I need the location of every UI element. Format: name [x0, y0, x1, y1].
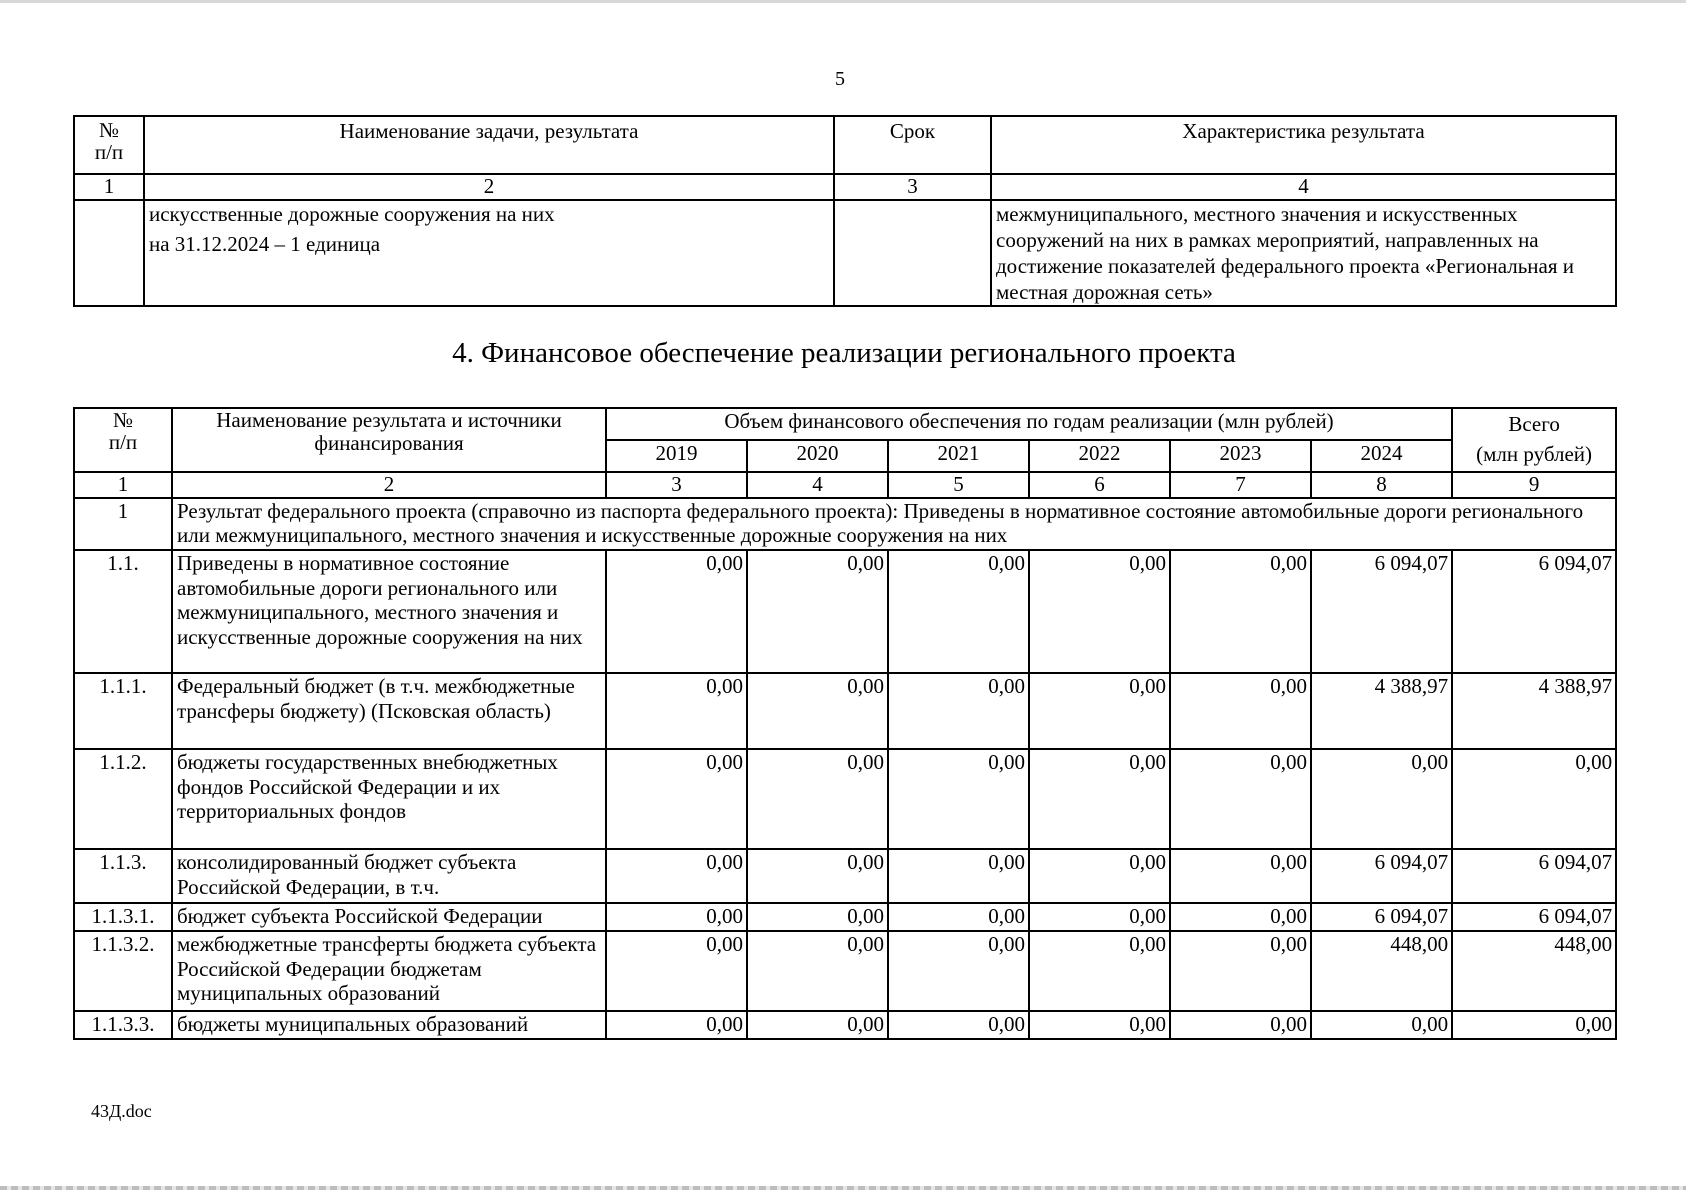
section-title: 4. Финансовое обеспечение реализации регионального проекта	[452, 337, 1236, 369]
row-value: 0,00	[747, 849, 888, 903]
row-value: 0,00	[888, 749, 1029, 849]
year-2023: 2023	[1170, 440, 1311, 472]
year-2020: 2020	[747, 440, 888, 472]
scan-edge-bottom	[0, 1186, 1686, 1190]
col-number: 2	[172, 472, 606, 498]
row-value: 6 094,07	[1311, 903, 1452, 931]
col-number: 1	[74, 174, 144, 200]
row-code: 1.1.3.1.	[74, 903, 172, 931]
table2-result-row	[74, 498, 1616, 550]
table2-header-row	[74, 408, 1616, 440]
row-total: 4 388,97	[1452, 673, 1616, 749]
header-term: Срок	[834, 116, 991, 174]
row-value: 0,00	[606, 849, 747, 903]
table1-column-numbers-row	[74, 174, 1616, 200]
table1-header-row	[74, 116, 1616, 174]
col-number: 4	[747, 472, 888, 498]
row-value: 0,00	[747, 931, 888, 1011]
result-text: Результат федерального проекта (справочно из паспорта федерального проекта): Приведены в нормативное состояние автомобильные дороги регионального или межмуниципального, местного значения и искусственные дорожные сооружения на них	[172, 498, 1616, 550]
row-code: 1.1.3.	[74, 849, 172, 903]
row-total: 6 094,07	[1452, 903, 1616, 931]
row-no	[74, 200, 144, 306]
row-name: бюджеты муниципальных образований	[172, 1011, 606, 1039]
row-code: 1.1.3.2.	[74, 931, 172, 1011]
row-value: 0,00	[1170, 849, 1311, 903]
tasks-results-table	[73, 115, 1617, 307]
page-number: 5	[835, 68, 845, 90]
col-number: 3	[834, 174, 991, 200]
header-task-name: Наименование задачи, результата	[144, 116, 834, 174]
row-value: 0,00	[888, 673, 1029, 749]
row-code: 1.1.1.	[74, 673, 172, 749]
header-total: Всего (млн рублей)	[1452, 408, 1616, 472]
row-value: 0,00	[1170, 749, 1311, 849]
row-value: 0,00	[747, 749, 888, 849]
col-number: 1	[74, 472, 172, 498]
col-number: 3	[606, 472, 747, 498]
row-value: 0,00	[888, 1011, 1029, 1039]
row-total: 0,00	[1452, 749, 1616, 849]
row-code: 1.1.3.3.	[74, 1011, 172, 1039]
year-2022: 2022	[1029, 440, 1170, 472]
row-task-name-line1: искусственные дорожные сооружения на них	[149, 202, 555, 226]
header-no: № п/п	[74, 116, 144, 174]
row-characteristic: межмуниципального, местного значения и искусственных сооружений на них в рамках мероприятий, направленных на достижение показателей федерального проекта «Региональная и местная дорожная сеть»	[991, 200, 1616, 306]
row-name: бюджеты государственных внебюджетных фондов Российской Федерации и их территориальных фондов	[172, 749, 606, 849]
row-value: 0,00	[1170, 931, 1311, 1011]
row-value: 0,00	[888, 931, 1029, 1011]
row-value: 4 388,97	[1311, 673, 1452, 749]
row-total: 0,00	[1452, 1011, 1616, 1039]
table-row	[74, 550, 1616, 673]
table1-row	[74, 200, 1616, 306]
row-value: 448,00	[1311, 931, 1452, 1011]
row-value: 0,00	[606, 749, 747, 849]
col-number: 2	[144, 174, 834, 200]
col-number: 9	[1452, 472, 1616, 498]
row-value: 0,00	[606, 1011, 747, 1039]
year-2021: 2021	[888, 440, 1029, 472]
header-result-name: Наименование результата и источники финансирования	[172, 408, 606, 472]
table2-column-numbers-row	[74, 472, 1616, 498]
row-total: 448,00	[1452, 931, 1616, 1011]
row-value: 0,00	[1029, 903, 1170, 931]
row-value: 0,00	[606, 903, 747, 931]
row-value: 0,00	[747, 673, 888, 749]
row-value: 6 094,07	[1311, 550, 1452, 673]
row-value: 0,00	[1170, 1011, 1311, 1039]
row-value: 0,00	[1029, 673, 1170, 749]
col-number: 6	[1029, 472, 1170, 498]
row-value: 0,00	[1170, 903, 1311, 931]
table-row	[74, 903, 1616, 931]
row-value: 0,00	[747, 550, 888, 673]
row-task-name	[144, 200, 834, 306]
financing-table	[73, 407, 1617, 1040]
row-code: 1.1.	[74, 550, 172, 673]
row-value: 0,00	[747, 903, 888, 931]
row-total: 6 094,07	[1452, 849, 1616, 903]
table-row	[74, 931, 1616, 1011]
row-value: 0,00	[1170, 673, 1311, 749]
row-value: 0,00	[1029, 550, 1170, 673]
row-task-name-line2: на 31.12.2024 – 1 единица	[149, 232, 381, 256]
row-name: Приведены в нормативное состояние автомобильные дороги регионального или межмуниципального, местного значения и искусственные дорожные сооружения на них	[172, 550, 606, 673]
table-row	[74, 749, 1616, 849]
document-filename: 43Д.doc	[91, 1101, 152, 1121]
row-name: консолидированный бюджет субъекта Российской Федерации, в т.ч.	[172, 849, 606, 903]
row-value: 0,00	[1170, 550, 1311, 673]
row-value: 0,00	[1029, 1011, 1170, 1039]
row-value: 0,00	[1029, 849, 1170, 903]
row-value: 0,00	[606, 673, 747, 749]
scan-edge-top	[0, 0, 1686, 3]
row-value: 0,00	[888, 903, 1029, 931]
row-name: Федеральный бюджет (в т.ч. межбюджетные трансферы бюджету) (Псковская область)	[172, 673, 606, 749]
row-code: 1.1.2.	[74, 749, 172, 849]
row-value: 0,00	[606, 931, 747, 1011]
row-term	[834, 200, 991, 306]
row-value: 0,00	[888, 849, 1029, 903]
header-characteristic: Характеристика результата	[991, 116, 1616, 174]
table-row	[74, 1011, 1616, 1039]
row-name: межбюджетные трансферты бюджета субъекта Российской Федерации бюджетам муниципальных образований	[172, 931, 606, 1011]
row-value: 0,00	[1311, 1011, 1452, 1039]
row-name: бюджет субъекта Российской Федерации	[172, 903, 606, 931]
year-2019: 2019	[606, 440, 747, 472]
header-no: № п/п	[74, 408, 172, 472]
row-value: 0,00	[606, 550, 747, 673]
table-row	[74, 849, 1616, 903]
col-number: 4	[991, 174, 1616, 200]
row-total: 6 094,07	[1452, 550, 1616, 673]
col-number: 7	[1170, 472, 1311, 498]
row-value: 6 094,07	[1311, 849, 1452, 903]
col-number: 5	[888, 472, 1029, 498]
row-value: 0,00	[1311, 749, 1452, 849]
row-value: 0,00	[888, 550, 1029, 673]
row-value: 0,00	[747, 1011, 888, 1039]
result-no: 1	[74, 498, 172, 550]
row-value: 0,00	[1029, 749, 1170, 849]
col-number: 8	[1311, 472, 1452, 498]
year-2024: 2024	[1311, 440, 1452, 472]
table-row	[74, 673, 1616, 749]
header-financing-volume: Объем финансового обеспечения по годам реализации (млн рублей)	[606, 408, 1452, 440]
row-value: 0,00	[1029, 931, 1170, 1011]
